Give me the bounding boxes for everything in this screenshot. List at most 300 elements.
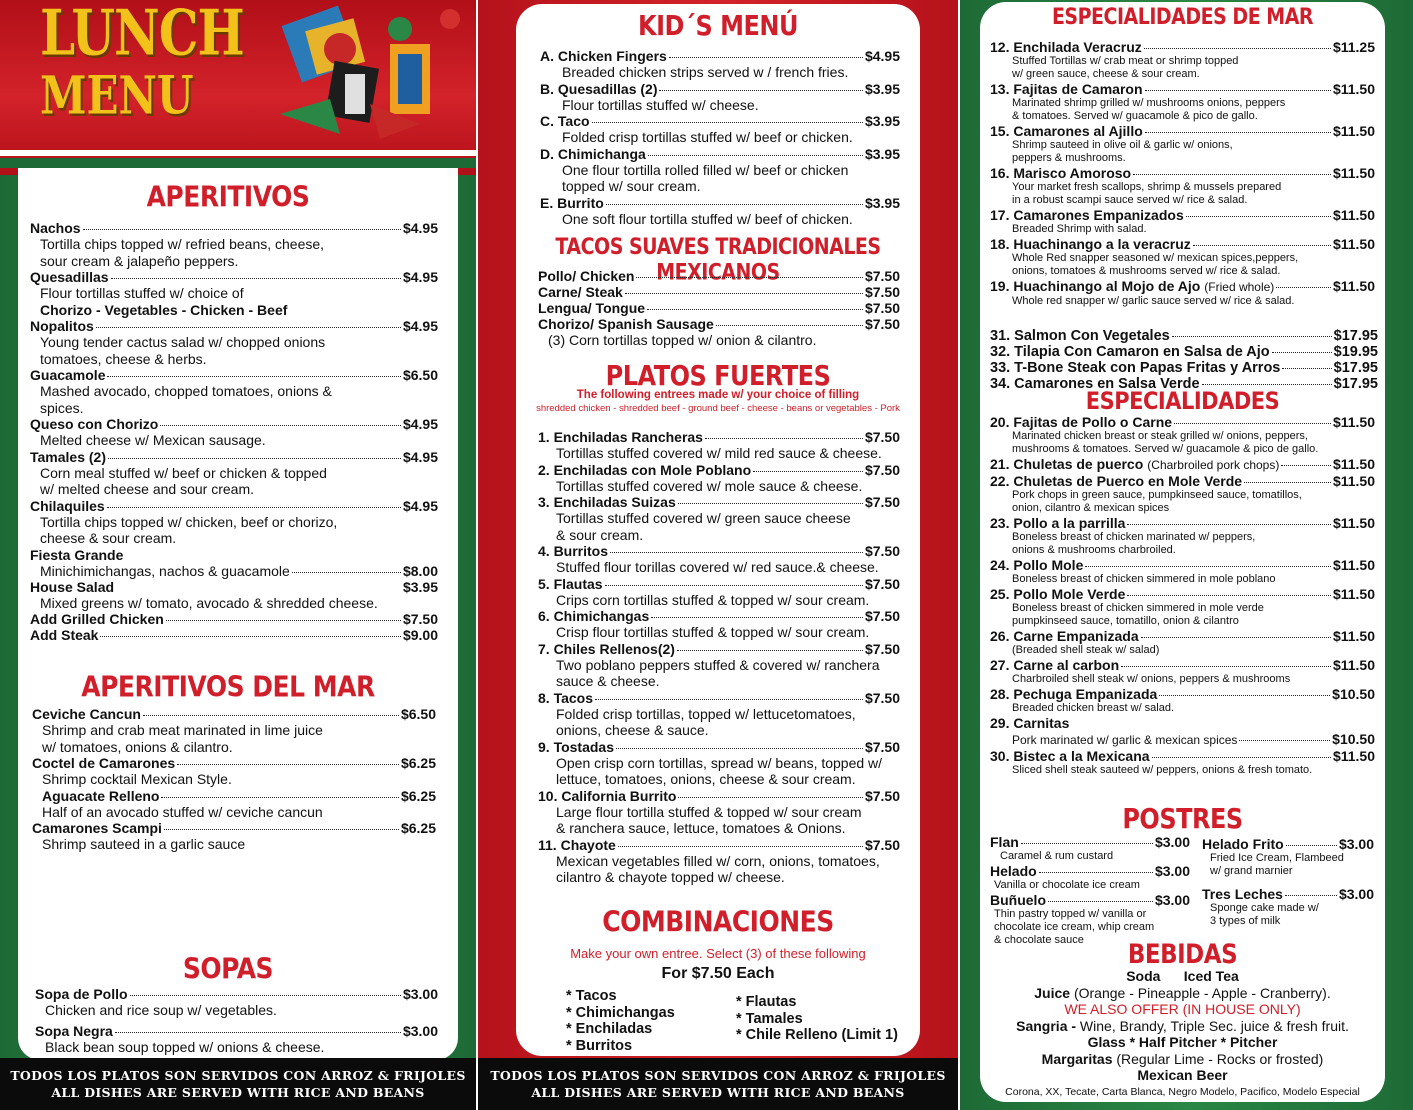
item-description: Folded crisp tortillas stuffed w/ beef or chicken. <box>562 129 853 145</box>
item-name: C. Taco <box>540 113 590 129</box>
menu-item-row <box>990 731 1375 748</box>
item-description: Chicken and rice soup w/ vegetables. <box>45 1002 277 1018</box>
item-price: $11.50 <box>1332 207 1375 223</box>
item-name: Lengua/ Tongue <box>538 300 646 316</box>
leader-dots <box>1121 666 1331 667</box>
menu-item-row <box>990 557 1375 573</box>
especialidades-list <box>990 414 1375 777</box>
bebidas-soda-row <box>980 968 1385 985</box>
leader-dots <box>1039 872 1153 873</box>
menu-item-row <box>30 449 438 465</box>
combinaciones-subtitle: Make your own entree. Select (3) of these following <box>570 946 866 961</box>
item-description: Marinated chicken breast or steak grilled w/ onions, peppers, <box>1012 430 1308 442</box>
lunch-menu-logo <box>40 0 244 126</box>
item-description: Stuffed Tortillas w/ crab meat or shrimp topped <box>1012 55 1239 67</box>
item-name: 25. Pollo Mole Verde <box>990 586 1126 602</box>
item-price: $7.50 <box>864 787 900 804</box>
menu-item-row <box>30 547 438 563</box>
menu-item-row <box>990 207 1375 223</box>
menu-item-row <box>30 579 438 595</box>
item-name: 15. Camarones al Ajillo <box>990 123 1143 139</box>
item-name: Queso con Chorizo <box>30 416 159 432</box>
item-description: Shrimp and crab meat marinated in lime juice <box>42 722 323 738</box>
combo-option: * Tamales <box>736 1010 803 1027</box>
menu-item-row <box>540 146 900 162</box>
leader-dots <box>753 471 863 472</box>
sopas-list <box>35 986 438 1055</box>
combo-option: * Enchiladas <box>566 1021 653 1037</box>
item-description: Vanilla or chocolate ice cream <box>994 879 1140 891</box>
combinaciones-right-list <box>736 994 898 1044</box>
menu-item-row <box>538 462 900 478</box>
leader-dots <box>647 309 863 310</box>
leader-dots <box>161 797 398 798</box>
item-price: $11.25 <box>1332 39 1375 55</box>
item-description: Thin pastry topped w/ vanilla or <box>994 908 1147 920</box>
leader-dots <box>1145 132 1331 133</box>
item-name: Carne/ Steak <box>538 284 623 300</box>
menu-item-row <box>30 611 438 627</box>
leader-dots <box>705 438 863 439</box>
leader-dots <box>1127 524 1331 525</box>
item-price: $7.50 <box>864 461 900 478</box>
item-price: $11.50 <box>1332 557 1375 573</box>
menu-item-row <box>538 543 900 559</box>
bebidas-margaritas-row <box>980 1051 1385 1068</box>
item-price: $11.50 <box>1332 123 1375 139</box>
section-title-combinaciones: COMBINACIONES <box>602 904 834 939</box>
item-description: Two poblano peppers stuffed & covered w/ ranchera <box>556 656 880 673</box>
item-price: $3.95 <box>402 578 438 595</box>
item-price: $4.95 <box>864 48 900 64</box>
item-description: Folded crisp tortillas, topped w/ lettucetomatoes, <box>556 705 856 722</box>
item-description: Black bean soup topped w/ onions & cheese. <box>45 1038 325 1055</box>
bebida-soda: Soda <box>1126 968 1161 984</box>
item-name: Camarones Scampi <box>32 820 162 836</box>
leader-dots <box>1272 352 1332 353</box>
item-name: 1. Enchiladas Rancheras <box>538 429 703 445</box>
menu-item-row <box>990 456 1375 473</box>
item-price: $7.50 <box>864 494 900 510</box>
item-description: Crips corn tortillas stuffed & topped w/ sour cream. <box>556 591 870 608</box>
item-price: $19.95 <box>1333 344 1378 360</box>
item-description: w/ grand marnier <box>1210 865 1293 877</box>
item-name: 28. Pechuga Empanizada <box>990 686 1158 702</box>
item-name: 6. Chimichangas <box>538 608 650 624</box>
section-title-tacos-suaves: TACOS SUAVES TRADICIONALES MEXICANOS <box>555 234 881 286</box>
combo-option: * Tacos <box>566 988 617 1004</box>
item-description: Flour tortillas stuffed w/ cheese. <box>562 96 759 113</box>
menu-item-row <box>32 755 436 771</box>
section-title-postres: POSTRES <box>1122 802 1243 836</box>
item-description: Half of an avocado stuffed w/ ceviche cancun <box>42 803 323 820</box>
menu-item-row <box>538 576 900 592</box>
item-description: Shrimp cocktail Mexican Style. <box>42 771 232 787</box>
menu-item-row <box>30 627 438 643</box>
item-price: $11.50 <box>1332 456 1375 472</box>
item-price: $17.95 <box>1333 360 1378 376</box>
item-name: 17. Camarones Empanizados <box>990 207 1184 223</box>
menu-item-row <box>32 820 436 836</box>
leader-dots <box>1159 695 1330 696</box>
item-description: onions, cheese & sauce. <box>556 722 709 738</box>
item-description: sauce & cheese. <box>556 673 660 689</box>
aperitivos-list <box>30 220 438 643</box>
item-name: 8. Tacos <box>538 689 593 706</box>
right-card <box>980 2 1385 1102</box>
item-description: Tortillas stuffed covered w/ mole sauce & cheese. <box>556 477 863 494</box>
item-price: $4.95 <box>402 220 438 236</box>
menu-item-row <box>30 269 438 285</box>
menu-item-row <box>538 494 900 510</box>
menu-item-row <box>1202 886 1374 902</box>
footer-bar-middle <box>478 1058 958 1110</box>
item-description: Boneless breast of chicken simmered in mole verde <box>1012 602 1264 614</box>
leader-dots <box>1127 595 1331 596</box>
leader-dots <box>1145 90 1331 91</box>
leader-dots <box>616 748 863 749</box>
bebida-juice: Juice <box>1034 984 1071 1001</box>
menu-item-row <box>990 39 1375 55</box>
bebida-beer: Mexican Beer <box>1137 1067 1228 1083</box>
item-name: Tres Leches <box>1202 886 1283 902</box>
item-description: lettuce, tomatoes, onions, cheese & sour cream. <box>556 771 856 787</box>
leader-dots <box>1281 465 1331 466</box>
combo-option: * Chile Relleno (Limit 1) <box>736 1027 898 1043</box>
leader-dots <box>1152 757 1331 758</box>
leader-dots <box>1085 566 1331 567</box>
leader-dots <box>595 699 863 700</box>
item-description: cilantro & chayote topped w/ cheese. <box>556 869 785 885</box>
item-name: 20. Fajitas de Pollo o Carne <box>990 414 1173 430</box>
menu-header <box>0 0 476 175</box>
menu-item-row <box>990 586 1375 602</box>
item-description: Whole red snapper w/ garlic sauce served w/ rice & salad. <box>1012 295 1295 307</box>
menu-item-row <box>30 367 438 383</box>
kids-menu-list <box>540 48 900 227</box>
menu-item-row <box>538 300 900 316</box>
bebida-margaritas: Margaritas <box>1041 1050 1113 1067</box>
item-price: $3.95 <box>864 113 900 129</box>
leader-dots <box>1276 287 1331 288</box>
menu-item-row <box>990 686 1375 702</box>
platos-subtitle: The following entrees made w/ your choice of filling <box>576 389 860 401</box>
item-description: onion, cilantro & mexican spices <box>1012 502 1170 514</box>
footer-line2: ALL DISHES ARE SERVED WITH RICE AND BEANS <box>51 1085 425 1100</box>
menu-item-row <box>990 123 1375 139</box>
item-price: $9.00 <box>402 627 438 643</box>
leader-dots <box>592 122 863 123</box>
item-description: mushrooms & tomatoes. Served w/ guacamole & pico de gallo. <box>1012 443 1319 455</box>
leader-dots <box>1282 368 1331 369</box>
item-name: 11. Chayote <box>538 836 616 853</box>
combinaciones-price: For $7.50 Each <box>661 965 775 982</box>
item-name: 13. Fajitas de Camaron <box>990 81 1143 97</box>
header-stripe-green <box>0 158 476 168</box>
menu-item-row <box>32 788 436 804</box>
tacos-list <box>538 268 900 349</box>
item-name: 32. Tilapia Con Camaron en Salsa de Ajo <box>990 344 1270 360</box>
leader-dots <box>1186 216 1331 217</box>
item-name: 33. T-Bone Steak con Papas Fritas y Arros <box>990 360 1281 376</box>
section-title-especialidades: ESPECIALIDADES <box>1085 387 1280 415</box>
menu-item-row <box>538 690 900 706</box>
leader-dots <box>1133 174 1331 175</box>
item-name: 34. Camarones en Salsa Verde <box>990 376 1200 392</box>
item-price: $4.95 <box>402 318 438 334</box>
item-name: 18. Huachinango a la veracruz <box>990 236 1191 252</box>
leader-dots <box>1021 843 1153 844</box>
menu-item-row <box>540 195 900 211</box>
logo-line1: LUNCH <box>40 0 244 70</box>
item-description: Tortillas stuffed covered w/ green sauce cheese <box>556 510 851 526</box>
item-name: 26. Carne Empanizada <box>990 628 1139 644</box>
leader-dots <box>1048 901 1153 902</box>
leader-dots <box>177 764 399 765</box>
item-name: Pork marinated w/ garlic & mexican spices <box>1012 733 1238 747</box>
panel-left <box>0 0 476 1110</box>
leader-dots <box>625 293 863 294</box>
item-name: 10. California Burrito <box>538 787 677 804</box>
item-description: Your market fresh scallops, shrimp & mussels prepared <box>1012 181 1282 193</box>
item-price: $7.50 <box>402 611 438 627</box>
menu-item-row <box>990 863 1190 879</box>
item-price: $11.50 <box>1332 628 1375 644</box>
leader-dots <box>1141 637 1331 638</box>
item-name: Nachos <box>30 220 81 236</box>
item-price: $11.50 <box>1332 165 1375 181</box>
item-description: & sour cream. <box>556 526 644 543</box>
menu-item-row <box>538 429 900 445</box>
menu-item-row <box>540 81 900 97</box>
menu-item-row <box>990 328 1378 344</box>
combo-option: * Chimichangas <box>566 1004 675 1021</box>
item-name: D. Chimichanga <box>540 145 646 162</box>
item-price: $3.00 <box>1154 892 1190 908</box>
menu-item-row <box>538 316 900 332</box>
bebida-sangria-desc: Wine, Brandy, Triple Sec. juice & fresh fruit. <box>1079 1017 1349 1034</box>
header-stripe-white <box>0 150 476 156</box>
leader-dots <box>678 797 862 798</box>
item-price: $7.50 <box>864 836 900 853</box>
item-description: One soft flour tortilla stuffed w/ beef of chicken. <box>562 210 853 227</box>
menu-item-row <box>990 628 1375 644</box>
menu-item-row <box>1202 836 1374 852</box>
leader-dots <box>1286 845 1337 846</box>
item-price: $11.50 <box>1332 236 1375 252</box>
item-note: (Fried whole) <box>1204 280 1275 294</box>
item-name: Sopa Negra <box>35 1022 113 1039</box>
item-name: 21. Chuletas de puerco <box>990 456 1144 472</box>
bebidas-sizes: Glass * Half Pitcher * Pitcher <box>1087 1034 1278 1050</box>
platos-fillings: shredded chicken - shredded beef - ground beef - cheese - beans or vegetables - Pork <box>536 403 900 414</box>
leader-dots <box>1285 895 1337 896</box>
item-name: 12. Enchilada Veracruz <box>990 39 1142 55</box>
section-title-aperitivos: APERITIVOS <box>146 179 310 214</box>
item-description: Stuffed flour torillas covered w/ red sauce.& cheese. <box>556 559 879 575</box>
item-description: Boneless breast of chicken marinated w/ peppers, <box>1012 531 1256 543</box>
item-name: 22. Chuletas de Puerco en Mole Verde <box>990 473 1243 489</box>
item-name: Guacamole <box>30 367 106 383</box>
item-description: w/ melted cheese and sour cream. <box>40 481 254 497</box>
menu-item-row <box>990 515 1375 531</box>
leader-dots <box>716 325 863 326</box>
item-choices: Chorizo - Vegetables - Chicken - Beef <box>40 301 288 318</box>
leader-dots <box>111 278 401 279</box>
menu-item-row <box>990 414 1375 430</box>
item-description: spices. <box>40 399 84 416</box>
item-price: $7.50 <box>864 429 900 445</box>
menu-item-row <box>540 113 900 129</box>
item-description: Charbroiled shell steak w/ onions, peppers & mushrooms <box>1012 673 1291 685</box>
leader-dots <box>166 620 401 621</box>
item-price: $7.50 <box>864 575 900 592</box>
item-price: $11.50 <box>1332 586 1375 602</box>
leader-dots <box>164 829 399 830</box>
item-name: 9. Tostadas <box>538 738 614 755</box>
menu-item-row <box>538 739 900 755</box>
leader-dots <box>1244 482 1331 483</box>
leader-dots <box>107 376 400 377</box>
menu-item-row <box>538 641 900 657</box>
item-name: 27. Carne al carbon <box>990 657 1120 673</box>
footer-bar-left <box>0 1058 476 1110</box>
middle-card <box>516 4 920 1056</box>
menu-item-row <box>30 220 438 236</box>
item-description: Young tender cactus salad w/ chopped onions <box>40 334 326 350</box>
leader-dots <box>1202 384 1332 385</box>
menu-item-row <box>538 788 900 804</box>
item-name: 7. Chiles Rellenos(2) <box>538 640 675 657</box>
item-name: 29. Carnitas <box>990 715 1070 731</box>
item-description: tomatoes, cheese & herbs. <box>40 350 207 367</box>
item-price: $8.00 <box>402 562 438 579</box>
item-description: Breaded chicken breast w/ salad. <box>1012 702 1175 714</box>
section-title-especialidades-de-mar: ESPECIALIDADES DE MAR <box>1051 4 1314 30</box>
menu-item-row <box>30 498 438 514</box>
menu-item-row <box>35 986 438 1002</box>
bebidas-offer: WE ALSO OFFER (IN HOUSE ONLY) <box>1064 1001 1301 1017</box>
menu-item-row <box>990 236 1375 252</box>
footer-line2: ALL DISHES ARE SERVED WITH RICE AND BEANS <box>531 1085 905 1100</box>
menu-item-row <box>32 706 436 722</box>
item-price: $3.95 <box>864 80 900 97</box>
item-description: & tomatoes. Served w/ guacamole & pico de gallo. <box>1012 110 1258 122</box>
item-name: House Salad <box>30 578 115 595</box>
footer-line1: TODOS LOS PLATOS SON SERVIDOS CON ARROZ & FRIJOLES <box>490 1068 946 1083</box>
item-name: 30. Bistec a la Mexicana <box>990 748 1150 764</box>
item-price: $7.50 <box>864 284 900 300</box>
bebidas-beer-brands: Corona, XX, Tecate, Carta Blanca, Negro Modelo, Pacifico, Modelo Especial <box>1005 1085 1360 1098</box>
item-description: Boneless breast of chicken simmered in mole poblano <box>1012 573 1276 585</box>
item-name: Add Steak <box>30 627 99 643</box>
footer-line1: TODOS LOS PLATOS SON SERVIDOS CON ARROZ & FRIJOLES <box>10 1068 466 1083</box>
leader-dots <box>107 507 401 508</box>
panel-middle <box>478 0 958 1110</box>
item-description: onions, tomatoes & mushrooms served w/ rice & salad. <box>1012 265 1281 277</box>
leader-dots <box>618 846 863 847</box>
bebidas-sangria-row <box>980 1018 1385 1035</box>
section-title-kids-menu: KID´S MENÚ <box>638 9 798 43</box>
item-price: $6.25 <box>400 755 436 771</box>
item-price: $11.50 <box>1332 81 1375 97</box>
item-name: 3. Enchiladas Suizas <box>538 494 676 510</box>
menu-item-row <box>990 657 1375 673</box>
item-description: peppers & mushrooms. <box>1012 152 1126 164</box>
menu-item-row <box>538 608 900 624</box>
leader-dots <box>669 57 863 58</box>
item-price: $11.50 <box>1332 473 1375 489</box>
leader-dots <box>678 503 863 504</box>
item-name: Fiesta Grande <box>30 546 124 563</box>
section-title-aperitivos-del-mar: APERITIVOS DEL MAR <box>81 669 375 704</box>
item-description: Tortillas stuffed covered w/ mild red sauce & cheese. <box>556 445 882 461</box>
item-price: $3.00 <box>1154 863 1190 879</box>
item-price: $4.95 <box>402 269 438 285</box>
item-name: Ceviche Cancun <box>32 706 141 722</box>
menu-item-row <box>30 416 438 432</box>
leader-dots <box>648 155 863 156</box>
item-description: chocolate ice cream, whip cream <box>994 921 1155 933</box>
item-name: 16. Marisco Amoroso <box>990 165 1132 181</box>
item-description: w/ tomatoes, onions & cilantro. <box>42 738 233 755</box>
item-description: Mashed avocado, chopped tomatoes, onions & <box>40 383 332 399</box>
item-description: Pork chops in green sauce, pumpkinseed sauce, tomatillos, <box>1012 489 1302 501</box>
item-description: Shrimp sauteed in a garlic sauce <box>42 836 246 852</box>
item-note: (Charbroiled pork chops) <box>1147 458 1280 472</box>
item-price: $3.95 <box>864 145 900 162</box>
section-title-platos-fuertes: PLATOS FUERTES <box>605 359 831 393</box>
item-description: & chocolate sauce <box>994 934 1084 946</box>
item-price: $7.50 <box>864 608 900 624</box>
leader-dots <box>1239 740 1330 741</box>
leader-dots <box>651 617 863 618</box>
item-price: $11.50 <box>1332 657 1375 673</box>
menu-item-row <box>990 278 1375 295</box>
postres-left-list <box>990 834 1190 947</box>
leader-dots <box>610 552 863 553</box>
leader-dots <box>96 327 401 328</box>
especialidades-mar-list <box>990 39 1375 308</box>
menu-item-row <box>990 892 1190 908</box>
menu-item-row <box>30 318 438 334</box>
menu-item-row <box>990 165 1375 181</box>
item-price: $11.50 <box>1332 748 1375 764</box>
leader-dots <box>1174 423 1331 424</box>
item-description: Tortilla chips topped w/ chicken, beef or chorizo, <box>40 513 338 530</box>
leader-dots <box>130 995 401 996</box>
item-price: $7.50 <box>864 640 900 657</box>
item-description: Shrimp sauteed in olive oil & garlic w/ onions, <box>1012 139 1233 151</box>
item-description: Corn meal stuffed w/ beef or chicken & topped <box>40 464 327 481</box>
item-description: Breaded Shrimp with salad. <box>1012 223 1147 235</box>
menu-item-row <box>990 360 1378 376</box>
leader-dots <box>1172 336 1332 337</box>
premium-entrees-list <box>990 328 1378 392</box>
item-name: 2. Enchiladas con Mole Poblano <box>538 461 752 478</box>
item-description: Breaded chicken strips served w / french fries. <box>562 64 849 80</box>
item-price: $4.95 <box>402 448 438 465</box>
leader-dots <box>160 425 401 426</box>
item-price: $6.50 <box>402 367 438 383</box>
item-price: $3.95 <box>864 194 900 211</box>
postres-right-list <box>1202 836 1374 928</box>
item-price: $11.50 <box>1332 278 1375 294</box>
item-name: Add Grilled Chicken <box>30 611 164 627</box>
item-price: $11.50 <box>1332 515 1375 531</box>
item-price: $3.00 <box>1154 834 1190 850</box>
item-description: pumpkinseed sauce, tomatillo, onion & cilantro <box>1012 615 1239 627</box>
